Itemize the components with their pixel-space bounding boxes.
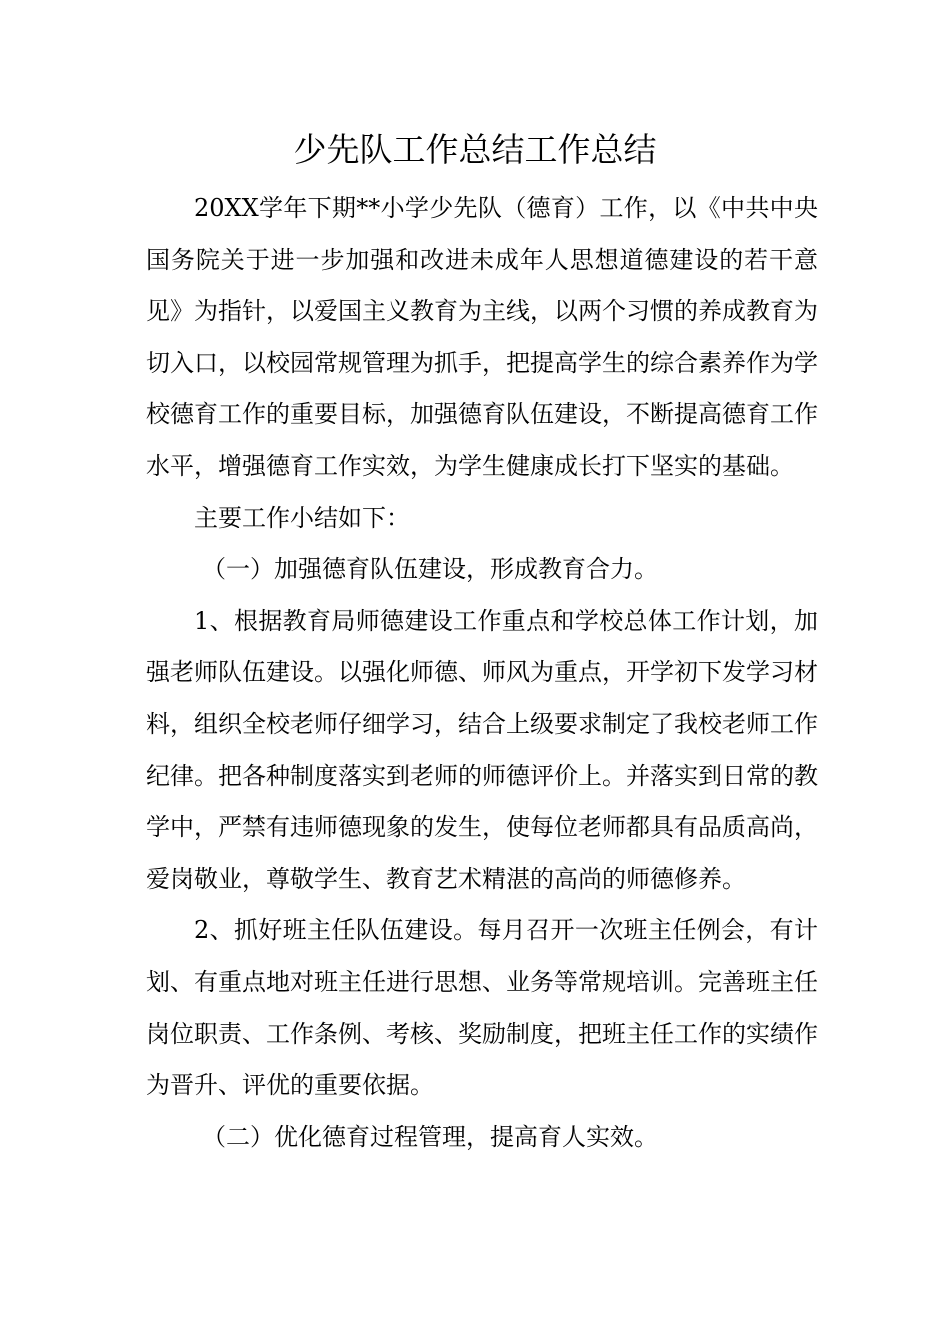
paragraph-summary-lead: 主要工作小结如下： [194,503,410,532]
document-title: 少先队工作总结工作总结 [293,130,657,169]
paragraph-intro: 20XX学年下期**小学少先队（德育）工作，以《中共中央国务院关于进一步加强和改进未成年人思想道德建设的若干意见》为指针，以爱国主义教育为主线，以两个习惯的养成教育为切入口，以校园常规管理为抓手，把提高学生的综合素养作为学校德育工作的重要目标，加强德育队伍建设，不断提高德育工作水平，增强德育工作实效，为学生健康成长打下坚实的基础。 [146,194,818,480]
section-heading-1: （一）加强德育队伍建设，形成教育合力。 [202,555,658,584]
paragraph-item-1: 1、根据教育局师德建设工作重点和学校总体工作计划，加强老师队伍建设。以强化师德、师风为重点，开学初下发学习材料，组织全校老师仔细学习，结合上级要求制定了我校老师工作纪律。把各种制度落实到老师的师德评价上。并落实到日常的教学中，严禁有违师德现象的发生，使每位老师都具有品质高尚，爱岗敬业，尊敬学生、教育艺术精湛的高尚的师德修养。 [146,606,818,893]
document-body [146,183,818,1163]
paragraph-item-2: 2、抓好班主任队伍建设。每月召开一次班主任例会，有计划、有重点地对班主任进行思想、业务等常规培训。完善班主任岗位职责、工作条例、考核、奖励制度，把班主任工作的实绩作为晋升、评优的重要依据。 [146,916,818,1100]
section-heading-2: （二）优化德育过程管理，提高育人实效。 [202,1122,658,1151]
